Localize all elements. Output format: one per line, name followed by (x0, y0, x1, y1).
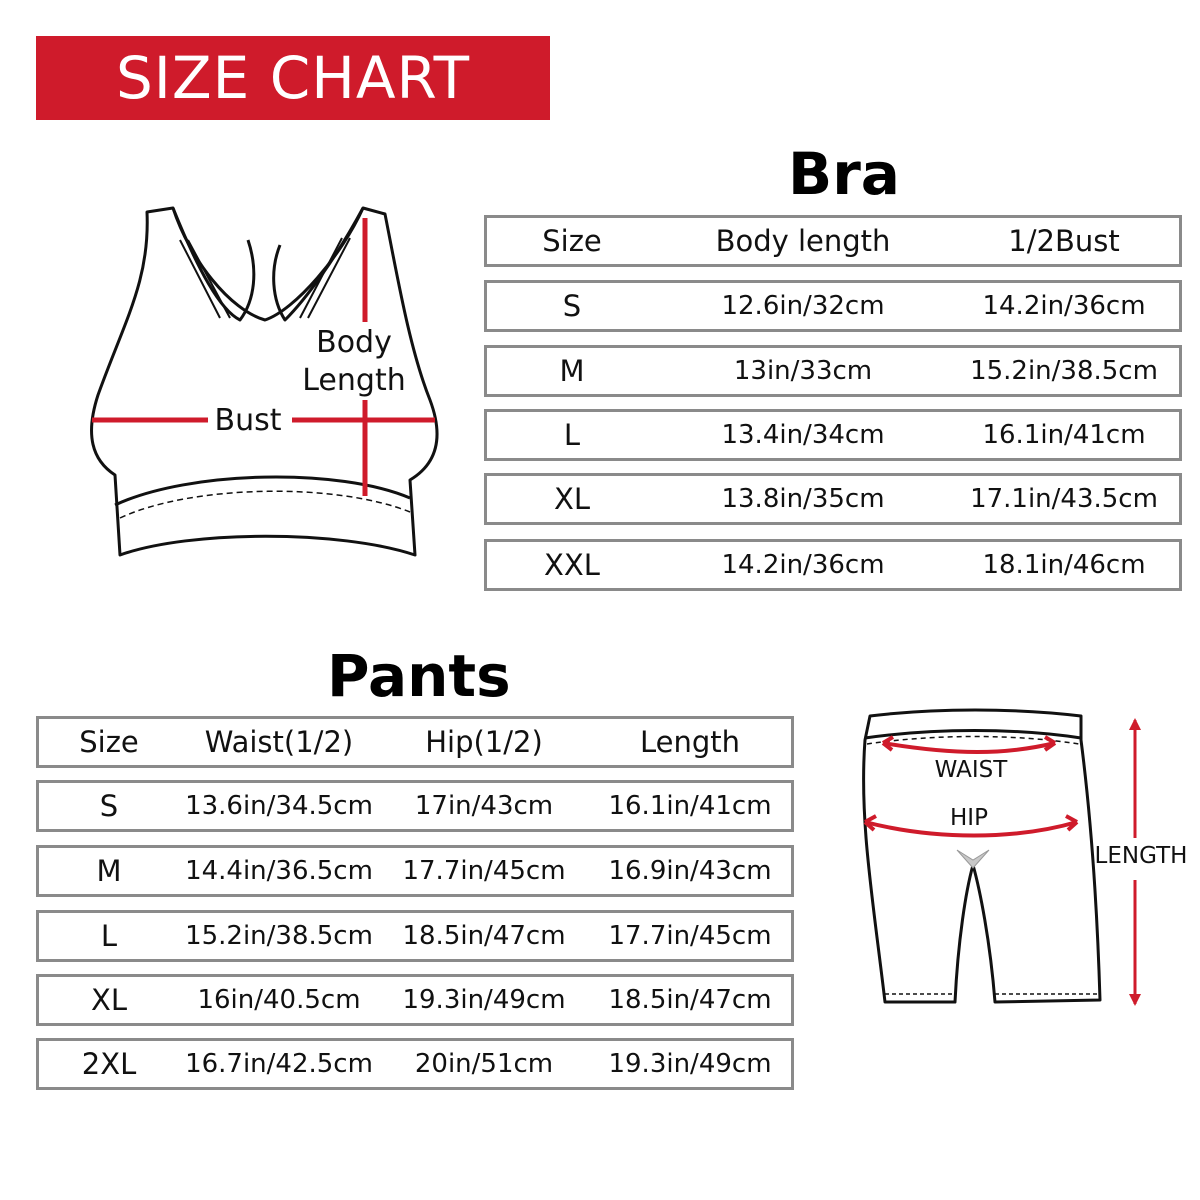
bra-half-bust-cell: 16.1in/41cm (982, 420, 1146, 450)
bra-half-bust-cell: 15.2in/38.5cm (970, 356, 1158, 386)
pants-waist-cell: 15.2in/38.5cm (185, 921, 373, 951)
pants-header-hip: Hip(1/2) (425, 725, 543, 759)
pants-hip-cell: 17in/43cm (414, 791, 554, 821)
table-row (484, 345, 1182, 397)
banner-title: SIZE CHART (115, 44, 471, 112)
pants-size-cell: 2XL (81, 1047, 137, 1081)
pants-length-cell: 19.3in/49cm (608, 1049, 772, 1079)
bra-half-bust-cell: 17.1in/43.5cm (970, 484, 1158, 514)
pants-length-cell: 16.9in/43cm (608, 856, 772, 886)
pants-size-cell: M (96, 854, 122, 888)
bra-body-length-cell: 13in/33cm (733, 356, 873, 386)
table-row (484, 473, 1182, 525)
pants-waist-cell: 14.4in/36.5cm (185, 856, 373, 886)
pants-header-waist: Waist(1/2) (204, 725, 354, 759)
table-row (36, 974, 794, 1026)
bra-table-header (484, 215, 1182, 267)
pants-diagram (845, 700, 1190, 1020)
pants-waist-cell: 13.6in/34.5cm (185, 791, 373, 821)
pants-size-cell: S (99, 789, 119, 823)
body-length-label: Length (302, 363, 406, 398)
bra-diagram (80, 200, 450, 570)
bust-label: Bust (214, 403, 282, 438)
pants-hip-cell: 17.7in/45cm (402, 856, 566, 886)
pants-length-cell: 18.5in/47cm (608, 985, 772, 1015)
length-label: LENGTH (1094, 843, 1188, 869)
bra-header-size: Size (542, 224, 602, 258)
pants-waist-cell: 16in/40.5cm (197, 985, 361, 1015)
waist-label: WAIST (934, 757, 1008, 783)
length-arrowhead (1129, 718, 1141, 730)
pants-size-cell: XL (90, 983, 128, 1017)
table-row (484, 280, 1182, 332)
bra-body-length-cell: 13.8in/35cm (721, 484, 885, 514)
table-row (484, 409, 1182, 461)
pants-hip-cell: 18.5in/47cm (402, 921, 566, 951)
pants-hip-cell: 19.3in/49cm (402, 985, 566, 1015)
table-row (36, 910, 794, 962)
table-row (36, 1038, 794, 1090)
bra-body-length-cell: 12.6in/32cm (721, 291, 885, 321)
bra-body-length-cell: 13.4in/34cm (721, 420, 885, 450)
pants-header-size: Size (79, 725, 139, 759)
pants-size-cell: L (100, 919, 118, 953)
bra-body-length-cell: 14.2in/36cm (721, 550, 885, 580)
pants-length-cell: 16.1in/41cm (608, 791, 772, 821)
hip-label: HIP (950, 805, 988, 831)
body-length-label: Body (316, 325, 392, 360)
table-row (36, 845, 794, 897)
bra-half-bust-cell: 18.1in/46cm (982, 550, 1146, 580)
pants-size-table (36, 716, 794, 1096)
pants-header-length: Length (639, 725, 741, 759)
pants-waist-cell: 16.7in/42.5cm (185, 1049, 373, 1079)
bra-size-cell: M (559, 354, 585, 388)
bra-size-cell: L (563, 418, 581, 452)
bra-size-table (484, 215, 1182, 595)
length-arrowhead (1129, 994, 1141, 1006)
bra-size-cell: XXL (544, 548, 600, 582)
pants-table-header (36, 716, 794, 768)
pants-title: Pants (327, 642, 511, 710)
pants-hip-cell: 20in/51cm (414, 1049, 554, 1079)
pants-length-cell: 17.7in/45cm (608, 921, 772, 951)
bra-title: Bra (788, 140, 900, 208)
bra-size-cell: XL (553, 482, 591, 516)
bra-size-cell: S (562, 289, 582, 323)
bra-header-body-length: Body length (715, 224, 891, 258)
table-row (36, 780, 794, 832)
bra-header-half-bust: 1/2Bust (1008, 224, 1120, 258)
bra-half-bust-cell: 14.2in/36cm (982, 291, 1146, 321)
size-chart-banner (36, 36, 550, 120)
table-row (484, 539, 1182, 591)
